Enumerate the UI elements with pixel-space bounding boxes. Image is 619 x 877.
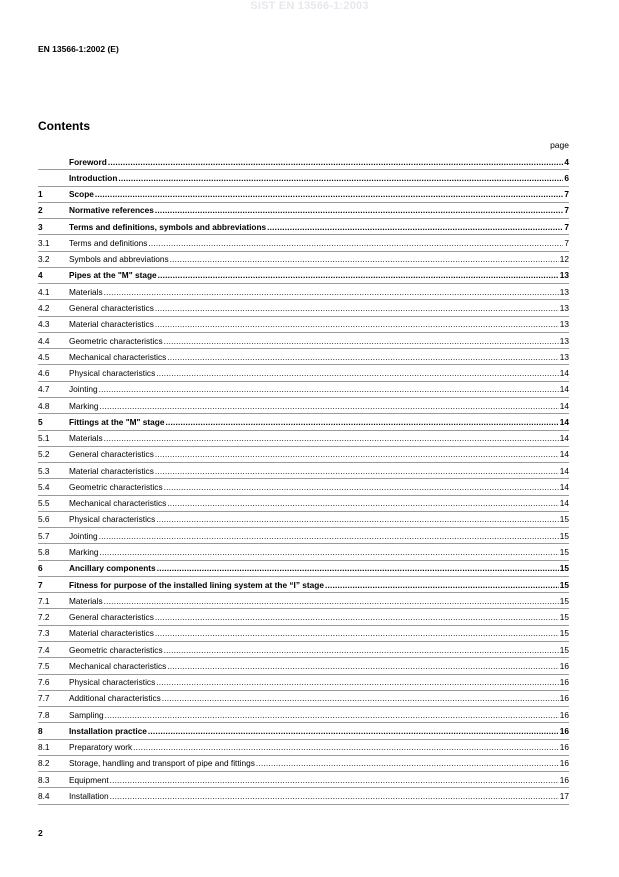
toc-entry-page: 7	[564, 189, 569, 200]
toc-entry-title: Fitness for purpose of the installed lining system at the “I” stage	[69, 579, 324, 590]
toc-dot-leader	[100, 401, 559, 411]
toc-entry[interactable]	[38, 740, 569, 756]
watermark: SIST EN 13566-1:2003	[250, 0, 369, 12]
toc-entry[interactable]	[38, 349, 569, 365]
page-number: 2	[38, 828, 43, 838]
toc-entry[interactable]	[38, 658, 569, 674]
toc-entry[interactable]	[38, 268, 569, 284]
toc-entry-number: 4.2	[38, 303, 50, 314]
toc-entry-number: 5	[38, 416, 43, 427]
toc-entry[interactable]	[38, 691, 569, 707]
toc-entry-number: 8.2	[38, 758, 50, 769]
toc-entry-number: 7.1	[38, 595, 50, 606]
toc-entry-title: Scope	[69, 189, 94, 200]
toc-entry-number: 4	[38, 270, 43, 281]
toc-entry-page: 7	[564, 205, 569, 216]
toc-entry-page: 7	[564, 221, 569, 232]
toc-entry[interactable]	[38, 447, 569, 463]
toc-entry-page: 16	[559, 693, 569, 704]
toc-entry[interactable]	[38, 642, 569, 658]
toc-entry-page: 14	[559, 416, 569, 427]
toc-entry[interactable]	[38, 154, 569, 170]
toc-dot-leader	[105, 710, 559, 720]
toc-entry-page: 15	[559, 628, 569, 639]
toc-dot-leader	[100, 547, 559, 557]
toc-entry-number: 7.6	[38, 677, 50, 688]
toc-entry-number: 7.7	[38, 693, 50, 704]
toc-entry-page: 15	[559, 563, 569, 574]
toc-dot-leader	[118, 173, 563, 183]
toc-entry-title: Materials	[69, 286, 103, 297]
toc-entry-number: 5.5	[38, 498, 50, 509]
toc-entry-title: Physical characteristics	[69, 368, 156, 379]
toc-dot-leader	[110, 775, 559, 785]
toc-entry-number: 5.6	[38, 514, 50, 525]
toc-entry[interactable]	[38, 772, 569, 788]
toc-entry-page: 14	[559, 481, 569, 492]
toc-entry-number: 4.5	[38, 351, 50, 362]
toc-entry[interactable]	[38, 170, 569, 186]
toc-entry[interactable]	[38, 317, 569, 333]
toc-entry-number: 4.4	[38, 335, 50, 346]
toc-entry-page: 15	[559, 514, 569, 525]
toc-entry-title: Foreword	[69, 156, 107, 167]
toc-dot-leader	[155, 466, 559, 476]
toc-entry-title: Normative references	[69, 205, 154, 216]
toc-entry-number: 4.6	[38, 368, 50, 379]
toc-entry[interactable]	[38, 219, 569, 235]
toc-entry-number: 3	[38, 221, 43, 232]
toc-entry-page: 15	[559, 579, 569, 590]
toc-entry-title: Jointing	[69, 530, 98, 541]
toc-entry[interactable]	[38, 300, 569, 316]
toc-entry-page: 7	[564, 237, 569, 248]
toc-entry-number: 4.3	[38, 319, 50, 330]
toc-entry-title: Terms and definitions, symbols and abbreviations	[69, 221, 267, 232]
toc-entry[interactable]	[38, 496, 569, 512]
table-of-contents	[38, 154, 569, 805]
toc-entry[interactable]	[38, 284, 569, 300]
toc-entry[interactable]	[38, 609, 569, 625]
toc-entry-title: Marking	[69, 547, 99, 557]
toc-entry-page: 13	[559, 335, 569, 346]
toc-entry-title: Mechanical characteristics	[69, 660, 167, 671]
toc-entry[interactable]	[38, 382, 569, 398]
toc-entry-title: Pipes at the "M" stage	[69, 270, 157, 281]
toc-entry-page: 15	[559, 612, 569, 623]
toc-entry-page: 16	[559, 742, 569, 753]
toc-entry[interactable]	[38, 235, 569, 251]
toc-entry-title: Material characteristics	[69, 465, 154, 476]
toc-entry[interactable]	[38, 544, 569, 560]
toc-entry-page: 13	[559, 351, 569, 362]
toc-dot-leader	[133, 742, 559, 752]
toc-entry-title: Equipment	[69, 774, 109, 785]
toc-entry-page: 14	[559, 449, 569, 460]
toc-entry-number: 8.1	[38, 742, 50, 753]
toc-entry[interactable]	[38, 365, 569, 381]
toc-dot-leader	[108, 157, 564, 167]
toc-entry[interactable]	[38, 203, 569, 219]
toc-dot-leader	[155, 449, 559, 459]
toc-entry-page: 4	[564, 156, 569, 167]
toc-entry-title: Installation	[69, 790, 109, 801]
toc-dot-leader	[164, 336, 559, 346]
toc-entry[interactable]	[38, 723, 569, 739]
toc-entry-title: Storage, handling and transport of pipe and fittings	[69, 758, 255, 769]
toc-dot-leader	[155, 319, 559, 329]
toc-entry[interactable]	[38, 577, 569, 593]
toc-entry-page: 17	[559, 790, 569, 801]
toc-dot-leader	[155, 205, 564, 215]
toc-dot-leader	[148, 726, 559, 736]
toc-entry-number: 7.4	[38, 644, 50, 655]
toc-dot-leader	[99, 384, 559, 394]
page-column-label: page	[550, 140, 569, 150]
toc-entry-page: 13	[559, 319, 569, 330]
toc-entry-page: 14	[559, 384, 569, 395]
toc-entry-page: 13	[559, 270, 569, 281]
toc-entry[interactable]	[38, 707, 569, 723]
toc-dot-leader	[155, 628, 559, 638]
toc-entry[interactable]	[38, 414, 569, 430]
toc-entry-page: 14	[559, 368, 569, 379]
toc-entry-number: 5.1	[38, 433, 50, 444]
toc-entry-page: 12	[559, 254, 569, 265]
toc-entry-number: 8	[38, 725, 43, 736]
toc-entry-title: Sampling	[69, 709, 104, 720]
toc-dot-leader	[167, 661, 558, 671]
toc-entry[interactable]	[38, 187, 569, 203]
toc-dot-leader	[104, 433, 559, 443]
toc-entry-title: Additional characteristics	[69, 693, 161, 704]
toc-entry-page: 15	[559, 530, 569, 541]
toc-entry-page: 14	[559, 400, 569, 411]
toc-entry-page: 15	[559, 595, 569, 606]
toc-entry-page: 15	[559, 547, 569, 557]
toc-dot-leader	[164, 645, 559, 655]
toc-entry-title: Mechanical characteristics	[69, 351, 167, 362]
toc-entry-number: 4.1	[38, 286, 50, 297]
toc-entry-number: 7.3	[38, 628, 50, 639]
toc-entry-title: Marking	[69, 400, 99, 411]
toc-dot-leader	[158, 270, 559, 280]
toc-entry-title: Geometric characteristics	[69, 335, 163, 346]
toc-dot-leader	[156, 368, 559, 378]
toc-entry-title: Material characteristics	[69, 628, 154, 639]
toc-entry-title: Introduction	[69, 172, 118, 183]
toc-dot-leader	[167, 352, 558, 362]
toc-dot-leader	[110, 791, 559, 801]
toc-dot-leader	[165, 417, 558, 427]
toc-dot-leader	[155, 612, 559, 622]
toc-dot-leader	[267, 222, 563, 232]
toc-dot-leader	[170, 254, 559, 264]
toc-entry[interactable]	[38, 463, 569, 479]
toc-entry-number: 7.5	[38, 660, 50, 671]
toc-dot-leader	[256, 758, 559, 768]
toc-entry-number: 5.4	[38, 481, 50, 492]
toc-dot-leader	[104, 287, 559, 297]
toc-dot-leader	[148, 238, 563, 248]
toc-entry-number: 8.3	[38, 774, 50, 785]
toc-entry[interactable]	[38, 333, 569, 349]
toc-dot-leader	[155, 303, 559, 313]
toc-entry-title: Materials	[69, 433, 103, 444]
toc-entry[interactable]	[38, 675, 569, 691]
toc-entry[interactable]	[38, 252, 569, 268]
toc-entry[interactable]	[38, 479, 569, 495]
toc-dot-leader	[164, 482, 559, 492]
toc-entry-number: 8.4	[38, 790, 50, 801]
toc-entry-number: 5.3	[38, 465, 50, 476]
toc-entry-page: 16	[559, 677, 569, 688]
toc-dot-leader	[95, 189, 563, 199]
toc-entry-page: 6	[564, 172, 569, 183]
toc-entry[interactable]	[38, 593, 569, 609]
toc-entry-page: 13	[559, 303, 569, 314]
toc-entry-title: Terms and definitions	[69, 237, 148, 248]
toc-dot-leader	[99, 531, 559, 541]
toc-entry-title: Material characteristics	[69, 319, 154, 330]
toc-entry[interactable]	[38, 788, 569, 804]
toc-entry-title: Geometric characteristics	[69, 644, 163, 655]
toc-entry-title: Physical characteristics	[69, 514, 156, 525]
toc-dot-leader	[156, 514, 559, 524]
toc-entry-title: General characteristics	[69, 449, 154, 460]
toc-dot-leader	[157, 563, 559, 573]
toc-entry[interactable]	[38, 528, 569, 544]
toc-entry-title: General characteristics	[69, 303, 154, 314]
toc-entry-title: Fittings at the "M" stage	[69, 416, 165, 427]
toc-entry-number: 6	[38, 563, 43, 574]
toc-entry-title: Physical characteristics	[69, 677, 156, 688]
toc-entry-title: Jointing	[69, 384, 98, 395]
toc-entry-title: Mechanical characteristics	[69, 498, 167, 509]
toc-entry-title: Preparatory work	[69, 742, 133, 753]
page-title: Contents	[38, 119, 90, 133]
toc-entry-page: 15	[559, 644, 569, 655]
toc-entry-number: 2	[38, 205, 43, 216]
toc-entry-page: 14	[559, 498, 569, 509]
toc-entry-number: 4.8	[38, 400, 50, 411]
toc-entry-page: 16	[559, 758, 569, 769]
toc-entry-title: Installation practice	[69, 725, 147, 736]
toc-entry-page: 16	[559, 660, 569, 671]
toc-entry-title: Materials	[69, 595, 103, 606]
toc-entry-number: 7.2	[38, 612, 50, 623]
toc-entry-number: 4.7	[38, 384, 50, 395]
toc-entry-title: General characteristics	[69, 612, 154, 623]
toc-entry-number: 5.2	[38, 449, 50, 460]
toc-entry-page: 16	[559, 709, 569, 720]
toc-entry[interactable]	[38, 512, 569, 528]
toc-entry[interactable]	[38, 561, 569, 577]
toc-entry-number: 3.2	[38, 254, 50, 265]
toc-dot-leader	[325, 580, 559, 590]
toc-entry-number: 1	[38, 189, 43, 200]
toc-dot-leader	[162, 693, 559, 703]
toc-entry-page: 14	[559, 433, 569, 444]
toc-dot-leader	[167, 498, 558, 508]
toc-entry[interactable]	[38, 431, 569, 447]
toc-entry-number: 5.7	[38, 530, 50, 541]
toc-entry-page: 16	[559, 725, 569, 736]
toc-dot-leader	[156, 677, 559, 687]
toc-entry-page: 14	[559, 465, 569, 476]
toc-entry-title: Symbols and abbreviations	[69, 254, 169, 265]
toc-entry-number: 3.1	[38, 237, 50, 248]
toc-entry-page: 16	[559, 774, 569, 785]
toc-entry-title: Geometric characteristics	[69, 481, 163, 492]
toc-entry-number: 7.8	[38, 709, 50, 720]
toc-dot-leader	[104, 596, 559, 606]
toc-entry-page: 13	[559, 286, 569, 297]
toc-entry[interactable]	[38, 398, 569, 414]
toc-entry-number: 7	[38, 579, 43, 590]
toc-entry[interactable]	[38, 626, 569, 642]
toc-entry-number: 5.8	[38, 547, 50, 557]
document-id: EN 13566-1:2002 (E)	[38, 44, 119, 54]
toc-entry-title: Ancillary components	[69, 563, 156, 574]
toc-entry[interactable]	[38, 756, 569, 772]
